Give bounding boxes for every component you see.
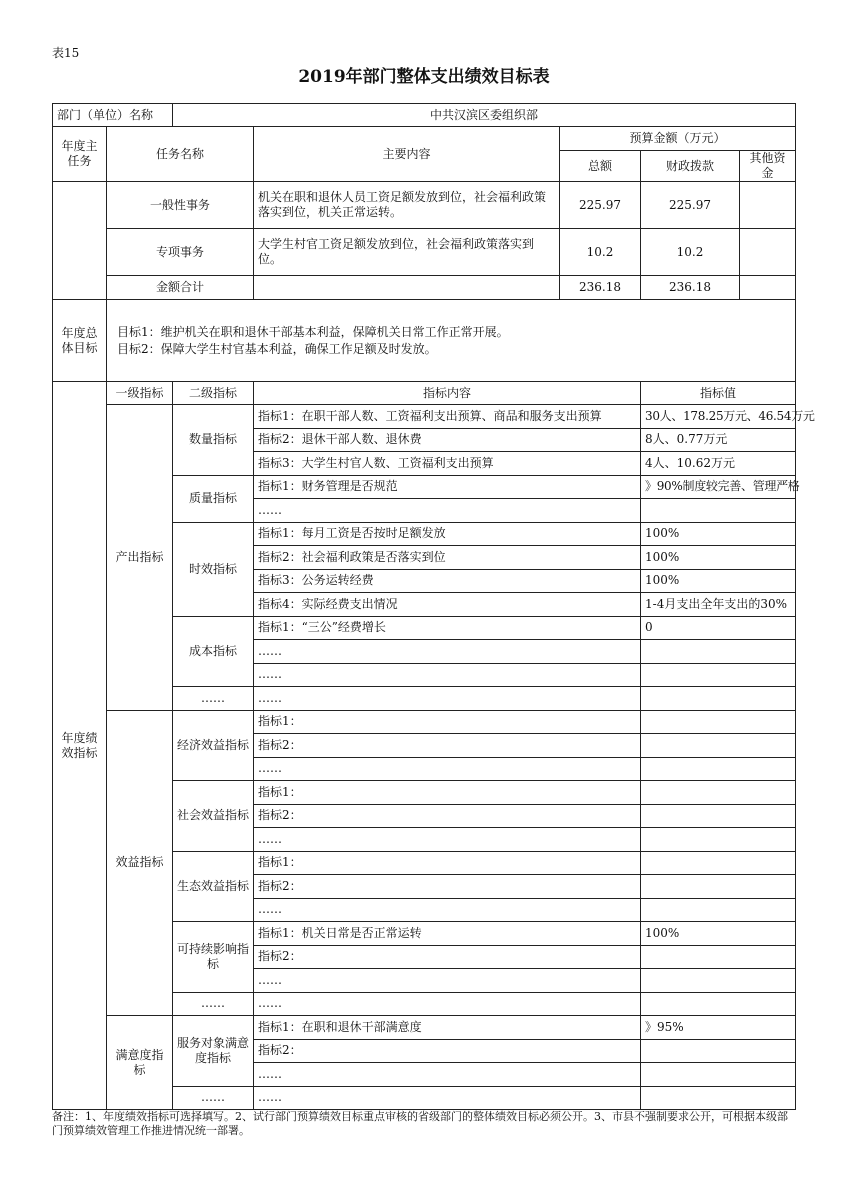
indicator-value xyxy=(641,898,796,922)
indicator-content: 指标2： xyxy=(254,875,641,899)
indicator-content: …… xyxy=(254,828,641,852)
indicator-content: 指标3：大学生村官人数、工资福利支出预算 xyxy=(254,452,641,476)
indicator-content: 指标1：机关日常是否正常运转 xyxy=(254,922,641,946)
cost-indicator-label: 成本指标 xyxy=(173,616,254,687)
indicator-value: 100% xyxy=(641,922,796,946)
satisfaction-indicator-label: 满意度指标 xyxy=(107,1016,173,1110)
indicator-content-header: 指标内容 xyxy=(254,382,641,405)
indicator-content: …… xyxy=(254,687,641,711)
sum-other-blank xyxy=(740,276,796,300)
main-content-header: 主要内容 xyxy=(254,127,560,182)
indicator-value: 4人、10.62万元 xyxy=(641,452,796,476)
page-title: 2019年部门整体支出绩效目标表 xyxy=(298,67,550,87)
indicator-content: …… xyxy=(254,640,641,664)
annual-goals-text xyxy=(107,300,796,382)
benefit-indicator-label: 效益指标 xyxy=(107,710,173,1016)
indicator-value: 》95% xyxy=(641,1016,796,1040)
sum-label: 金额合计 xyxy=(107,276,254,300)
indicator-value xyxy=(641,969,796,993)
task-fiscal: 225.97 xyxy=(641,182,740,229)
indicator-content: 指标2：社会福利政策是否落实到位 xyxy=(254,546,641,570)
indicator-value xyxy=(641,945,796,969)
ecological-benefit-label: 生态效益指标 xyxy=(173,851,254,922)
timeliness-indicator-label: 时效指标 xyxy=(173,522,254,616)
output-indicator-label: 产出指标 xyxy=(107,405,173,711)
indicator-value xyxy=(641,757,796,781)
fiscal-header: 财政拨款 xyxy=(641,151,740,182)
goal-2: 目标2：保障大学生村官基本利益，确保工作足额及时发放。 xyxy=(117,341,437,356)
more-indicator-label: …… xyxy=(173,687,254,711)
dept-label: 部门（单位）名称 xyxy=(53,104,173,127)
dept-value: 中共汉滨区委组织部 xyxy=(173,104,796,127)
more-indicator-label: …… xyxy=(173,1086,254,1110)
annual-task-header: 年度主任务 xyxy=(53,127,107,182)
indicator-value: 100% xyxy=(641,546,796,570)
indicator-value xyxy=(641,992,796,1016)
performance-indicators-label: 年度绩效指标 xyxy=(53,382,107,1110)
quality-indicator-label: 质量指标 xyxy=(173,475,254,522)
indicator-value xyxy=(641,1039,796,1063)
indicator-value xyxy=(641,851,796,875)
task-total: 10.2 xyxy=(560,229,641,276)
quantity-indicator-label: 数量指标 xyxy=(173,405,254,476)
indicator-content: 指标1： xyxy=(254,851,641,875)
service-satisfaction-label: 服务对象满意度指标 xyxy=(173,1016,254,1087)
indicator-content: …… xyxy=(254,898,641,922)
indicator-value: 30人、178.25万元、46.54万元 xyxy=(641,405,796,429)
indicator-value xyxy=(641,640,796,664)
indicator-content: …… xyxy=(254,1086,641,1110)
more-indicator-label: …… xyxy=(173,992,254,1016)
indicator-content: 指标3：公务运转经费 xyxy=(254,569,641,593)
indicator-value xyxy=(641,710,796,734)
indicator-content: 指标1：在职干部人数、工资福利支出预算、商品和服务支出预算 xyxy=(254,405,641,429)
table-number: 表15 xyxy=(52,46,80,60)
goal-1: 目标1：维护机关在职和退休干部基本利益，保障机关日常工作正常开展。 xyxy=(117,324,509,339)
indicator-value-header: 指标值 xyxy=(641,382,796,405)
task-name-header: 任务名称 xyxy=(107,127,254,182)
indicator-value xyxy=(641,663,796,687)
task-content: 机关在职和退休人员工资足额发放到位，社会福利政策落实到位，机关正常运转。 xyxy=(254,182,560,229)
sum-total: 236.18 xyxy=(560,276,641,300)
indicator-value xyxy=(641,687,796,711)
performance-target-table xyxy=(52,103,815,1110)
task-fiscal: 10.2 xyxy=(641,229,740,276)
indicator-value: 8人、0.77万元 xyxy=(641,428,796,452)
footnote: 备注：1、年度绩效指标可选择填写。2、试行部门预算绩效目标重点审核的省级部门的整体绩效目标必须公开。3、市县不强制要求公开，可根据本级部门预算绩效管理工作推进情况统一部署。 xyxy=(52,1110,788,1137)
indicator-content: 指标4：实际经费支出情况 xyxy=(254,593,641,617)
indicator-value xyxy=(641,499,796,523)
indicator-content: 指标1： xyxy=(254,781,641,805)
indicator-value: 100% xyxy=(641,569,796,593)
level1-header: 一级指标 xyxy=(107,382,173,405)
indicator-content: 指标1：在职和退休干部满意度 xyxy=(254,1016,641,1040)
indicator-value xyxy=(641,781,796,805)
indicator-value xyxy=(641,1086,796,1110)
indicator-content: …… xyxy=(254,1063,641,1087)
task-other xyxy=(740,229,796,276)
indicator-value xyxy=(641,734,796,758)
indicator-content: 指标2： xyxy=(254,734,641,758)
indicator-content: …… xyxy=(254,969,641,993)
indicator-content: 指标2： xyxy=(254,1039,641,1063)
indicator-value: 100% xyxy=(641,522,796,546)
indicator-content: …… xyxy=(254,499,641,523)
indicator-content: 指标1： xyxy=(254,710,641,734)
indicator-content: 指标1：每月工资是否按时足额发放 xyxy=(254,522,641,546)
indicator-content: 指标1：财务管理是否规范 xyxy=(254,475,641,499)
indicator-value: 0 xyxy=(641,616,796,640)
indicator-value xyxy=(641,875,796,899)
budget-header: 预算金额（万元） xyxy=(560,127,796,151)
sustainable-impact-label: 可持续影响指标 xyxy=(173,922,254,993)
task-total: 225.97 xyxy=(560,182,641,229)
sum-fiscal: 236.18 xyxy=(641,276,740,300)
task-name: 一般性事务 xyxy=(107,182,254,229)
task-name: 专项事务 xyxy=(107,229,254,276)
total-header: 总额 xyxy=(560,151,641,182)
level2-header: 二级指标 xyxy=(173,382,254,405)
indicator-content: …… xyxy=(254,663,641,687)
task-content: 大学生村官工资足额发放到位，社会福利政策落实到位。 xyxy=(254,229,560,276)
sum-content-blank xyxy=(254,276,560,300)
indicator-value xyxy=(641,1063,796,1087)
indicator-content: 指标2： xyxy=(254,945,641,969)
economic-benefit-label: 经济效益指标 xyxy=(173,710,254,781)
annual-task-blank xyxy=(53,182,107,300)
indicator-content: 指标1：“三公”经费增长 xyxy=(254,616,641,640)
indicator-content: 指标2：退休干部人数、退休费 xyxy=(254,428,641,452)
indicator-value: 》90%制度较完善、管理严格 xyxy=(641,475,796,499)
indicator-value xyxy=(641,804,796,828)
indicator-content: 指标2： xyxy=(254,804,641,828)
social-benefit-label: 社会效益指标 xyxy=(173,781,254,852)
indicator-content: …… xyxy=(254,757,641,781)
indicator-value: 1-4月支出全年支出的30% xyxy=(641,593,796,617)
annual-goals-label: 年度总体目标 xyxy=(53,300,107,382)
indicator-value xyxy=(641,828,796,852)
task-other xyxy=(740,182,796,229)
indicator-content: …… xyxy=(254,992,641,1016)
other-funds-header: 其他资金 xyxy=(740,151,796,182)
